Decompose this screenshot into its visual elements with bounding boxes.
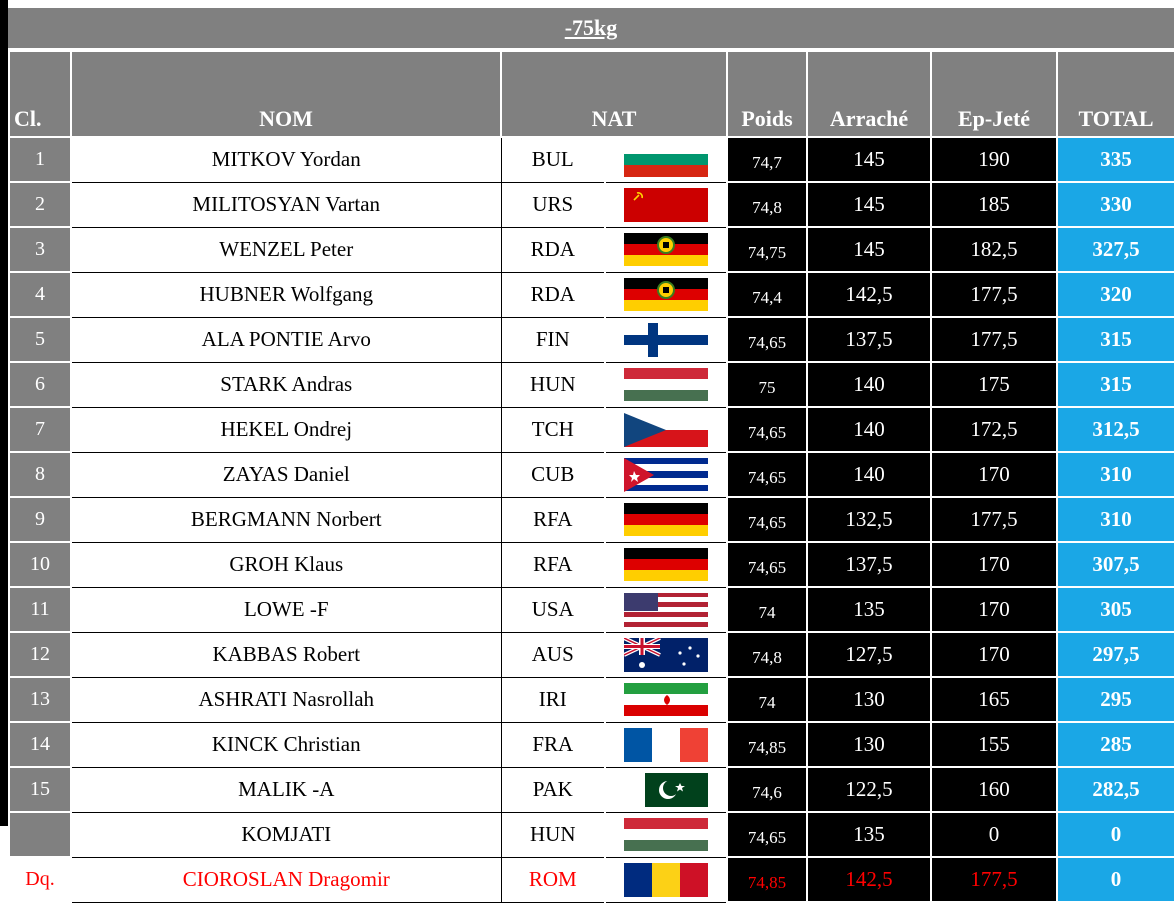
nation-code: FIN <box>501 317 605 362</box>
result-row <box>9 677 1174 722</box>
snatch-result: 122,5 <box>807 767 931 812</box>
snatch-result: 132,5 <box>807 497 931 542</box>
clean-jerk-result: 160 <box>931 767 1057 812</box>
rank-cell: Dq. <box>9 857 71 902</box>
flag-rda-icon <box>624 278 708 312</box>
bodyweight: 74,6 <box>727 767 807 812</box>
result-row <box>9 542 1174 587</box>
athlete-name: LOWE -F <box>71 587 501 632</box>
nation-code: URS <box>501 182 605 227</box>
results-table <box>8 50 1174 903</box>
flag-urs-icon <box>624 188 708 222</box>
clean-jerk-result: 172,5 <box>931 407 1057 452</box>
total-result: 282,5 <box>1057 767 1174 812</box>
total-result: 297,5 <box>1057 632 1174 677</box>
flag-cell <box>605 767 727 812</box>
nation-code: AUS <box>501 632 605 677</box>
bodyweight: 74 <box>727 677 807 722</box>
snatch-result: 142,5 <box>807 272 931 317</box>
snatch-result: 135 <box>807 812 931 857</box>
snatch-result: 127,5 <box>807 632 931 677</box>
total-result: 305 <box>1057 587 1174 632</box>
header-epjete: Ep-Jeté <box>931 51 1057 137</box>
athlete-name: KINCK Christian <box>71 722 501 767</box>
nation-code: FRA <box>501 722 605 767</box>
total-result: 310 <box>1057 497 1174 542</box>
snatch-result: 137,5 <box>807 542 931 587</box>
flag-fin-icon <box>624 323 708 357</box>
clean-jerk-result: 155 <box>931 722 1057 767</box>
bodyweight: 74,65 <box>727 452 807 497</box>
nation-code: USA <box>501 587 605 632</box>
header-nat: NAT <box>501 51 727 137</box>
total-result: 315 <box>1057 362 1174 407</box>
athlete-name: WENZEL Peter <box>71 227 501 272</box>
total-result: 285 <box>1057 722 1174 767</box>
flag-bul-icon <box>624 143 708 177</box>
clean-jerk-result: 165 <box>931 677 1057 722</box>
flag-cell <box>605 362 727 407</box>
snatch-result: 145 <box>807 137 931 182</box>
flag-cell <box>605 587 727 632</box>
results-body <box>9 137 1174 902</box>
result-row <box>9 137 1174 182</box>
bodyweight: 74 <box>727 587 807 632</box>
total-result: 315 <box>1057 317 1174 362</box>
athlete-name: MITKOV Yordan <box>71 137 501 182</box>
total-result: 307,5 <box>1057 542 1174 587</box>
nation-code: HUN <box>501 362 605 407</box>
flag-rfa-icon <box>624 548 708 582</box>
nation-code: PAK <box>501 767 605 812</box>
total-result: 312,5 <box>1057 407 1174 452</box>
nation-code: RFA <box>501 542 605 587</box>
total-result: 320 <box>1057 272 1174 317</box>
rank-cell: 15 <box>9 767 71 812</box>
total-result: 327,5 <box>1057 227 1174 272</box>
athlete-name: ZAYAS Daniel <box>71 452 501 497</box>
snatch-result: 140 <box>807 362 931 407</box>
flag-cell <box>605 812 727 857</box>
snatch-result: 140 <box>807 407 931 452</box>
clean-jerk-result: 177,5 <box>931 317 1057 362</box>
header-total: TOTAL <box>1057 51 1174 137</box>
flag-iri-icon <box>624 683 708 717</box>
result-row <box>9 767 1174 812</box>
flag-rda-icon <box>624 233 708 267</box>
bodyweight: 74,85 <box>727 722 807 767</box>
bodyweight: 74,65 <box>727 317 807 362</box>
rank-cell: 5 <box>9 317 71 362</box>
flag-cell <box>605 722 727 767</box>
athlete-name: MALIK -A <box>71 767 501 812</box>
flag-cell <box>605 857 727 902</box>
flag-rfa-icon <box>624 503 708 537</box>
nation-code: RDA <box>501 227 605 272</box>
header-arrache: Arraché <box>807 51 931 137</box>
nation-code: TCH <box>501 407 605 452</box>
clean-jerk-result: 177,5 <box>931 497 1057 542</box>
flag-usa-icon <box>624 593 708 627</box>
clean-jerk-result: 185 <box>931 182 1057 227</box>
snatch-result: 145 <box>807 227 931 272</box>
nation-code: IRI <box>501 677 605 722</box>
flag-cell <box>605 317 727 362</box>
results-sheet <box>8 8 1174 903</box>
flag-hun-icon <box>624 368 708 402</box>
result-row <box>9 227 1174 272</box>
result-row <box>9 317 1174 362</box>
athlete-name: CIOROSLAN Dragomir <box>71 857 501 902</box>
bodyweight: 74,8 <box>727 632 807 677</box>
athlete-name: ASHRATI Nasrollah <box>71 677 501 722</box>
flag-aus-icon <box>624 638 708 672</box>
rank-cell: 10 <box>9 542 71 587</box>
clean-jerk-result: 170 <box>931 632 1057 677</box>
nation-code: RFA <box>501 497 605 542</box>
total-result: 295 <box>1057 677 1174 722</box>
rank-cell: 2 <box>9 182 71 227</box>
clean-jerk-result: 170 <box>931 452 1057 497</box>
rank-cell: 1 <box>9 137 71 182</box>
flag-cell <box>605 137 727 182</box>
nation-code: RDA <box>501 272 605 317</box>
result-row <box>9 722 1174 767</box>
nation-code: ROM <box>501 857 605 902</box>
rank-cell <box>9 812 71 857</box>
flag-hun-icon <box>624 818 708 852</box>
left-edge-bar <box>0 0 8 826</box>
clean-jerk-result: 175 <box>931 362 1057 407</box>
snatch-result: 142,5 <box>807 857 931 902</box>
flag-cell <box>605 677 727 722</box>
rank-cell: 6 <box>9 362 71 407</box>
snatch-result: 135 <box>807 587 931 632</box>
athlete-name: ALA PONTIE Arvo <box>71 317 501 362</box>
bodyweight: 74,65 <box>727 542 807 587</box>
bodyweight: 74,65 <box>727 812 807 857</box>
bodyweight: 74,4 <box>727 272 807 317</box>
athlete-name: GROH Klaus <box>71 542 501 587</box>
flag-cell <box>605 452 727 497</box>
nation-code: CUB <box>501 452 605 497</box>
flag-cell <box>605 182 727 227</box>
result-row <box>9 182 1174 227</box>
result-row <box>9 452 1174 497</box>
snatch-result: 145 <box>807 182 931 227</box>
rank-cell: 13 <box>9 677 71 722</box>
flag-tch-icon <box>624 413 708 447</box>
header-cl: Cl. <box>9 51 71 137</box>
clean-jerk-result: 177,5 <box>931 857 1057 902</box>
flag-cell <box>605 272 727 317</box>
bodyweight: 74,75 <box>727 227 807 272</box>
nation-code: HUN <box>501 812 605 857</box>
header-nom: NOM <box>71 51 501 137</box>
flag-rom-icon <box>624 863 708 897</box>
header-row <box>9 51 1174 137</box>
flag-cell <box>605 407 727 452</box>
rank-cell: 8 <box>9 452 71 497</box>
bodyweight: 74,65 <box>727 407 807 452</box>
nation-code: BUL <box>501 137 605 182</box>
rank-cell: 11 <box>9 587 71 632</box>
result-row <box>9 812 1174 857</box>
rank-cell: 7 <box>9 407 71 452</box>
snatch-result: 130 <box>807 722 931 767</box>
snatch-result: 140 <box>807 452 931 497</box>
snatch-result: 137,5 <box>807 317 931 362</box>
result-row <box>9 362 1174 407</box>
bodyweight: 75 <box>727 362 807 407</box>
flag-cell <box>605 632 727 677</box>
athlete-name: HUBNER Wolfgang <box>71 272 501 317</box>
athlete-name: BERGMANN Norbert <box>71 497 501 542</box>
flag-cell <box>605 227 727 272</box>
result-row <box>9 857 1174 902</box>
clean-jerk-result: 190 <box>931 137 1057 182</box>
snatch-result: 130 <box>807 677 931 722</box>
bodyweight: 74,8 <box>727 182 807 227</box>
clean-jerk-result: 0 <box>931 812 1057 857</box>
total-result: 335 <box>1057 137 1174 182</box>
bodyweight: 74,7 <box>727 137 807 182</box>
clean-jerk-result: 177,5 <box>931 272 1057 317</box>
athlete-name: MILITOSYAN Vartan <box>71 182 501 227</box>
flag-pak-icon <box>624 773 708 807</box>
total-result: 0 <box>1057 857 1174 902</box>
rank-cell: 4 <box>9 272 71 317</box>
clean-jerk-result: 182,5 <box>931 227 1057 272</box>
athlete-name: STARK Andras <box>71 362 501 407</box>
athlete-name: HEKEL Ondrej <box>71 407 501 452</box>
flag-fra-icon <box>624 728 708 762</box>
total-result: 0 <box>1057 812 1174 857</box>
rank-cell: 3 <box>9 227 71 272</box>
total-result: 310 <box>1057 452 1174 497</box>
clean-jerk-result: 170 <box>931 587 1057 632</box>
flag-cell <box>605 497 727 542</box>
flag-cell <box>605 542 727 587</box>
result-row <box>9 407 1174 452</box>
total-result: 330 <box>1057 182 1174 227</box>
result-row <box>9 272 1174 317</box>
result-row <box>9 497 1174 542</box>
athlete-name: KABBAS Robert <box>71 632 501 677</box>
bodyweight: 74,65 <box>727 497 807 542</box>
category-title: -75kg <box>8 8 1174 50</box>
header-poids: Poids <box>727 51 807 137</box>
result-row <box>9 587 1174 632</box>
athlete-name: KOMJATI <box>71 812 501 857</box>
clean-jerk-result: 170 <box>931 542 1057 587</box>
bodyweight: 74,85 <box>727 857 807 902</box>
rank-cell: 9 <box>9 497 71 542</box>
result-row <box>9 632 1174 677</box>
rank-cell: 14 <box>9 722 71 767</box>
rank-cell: 12 <box>9 632 71 677</box>
flag-cub-icon <box>624 458 708 492</box>
